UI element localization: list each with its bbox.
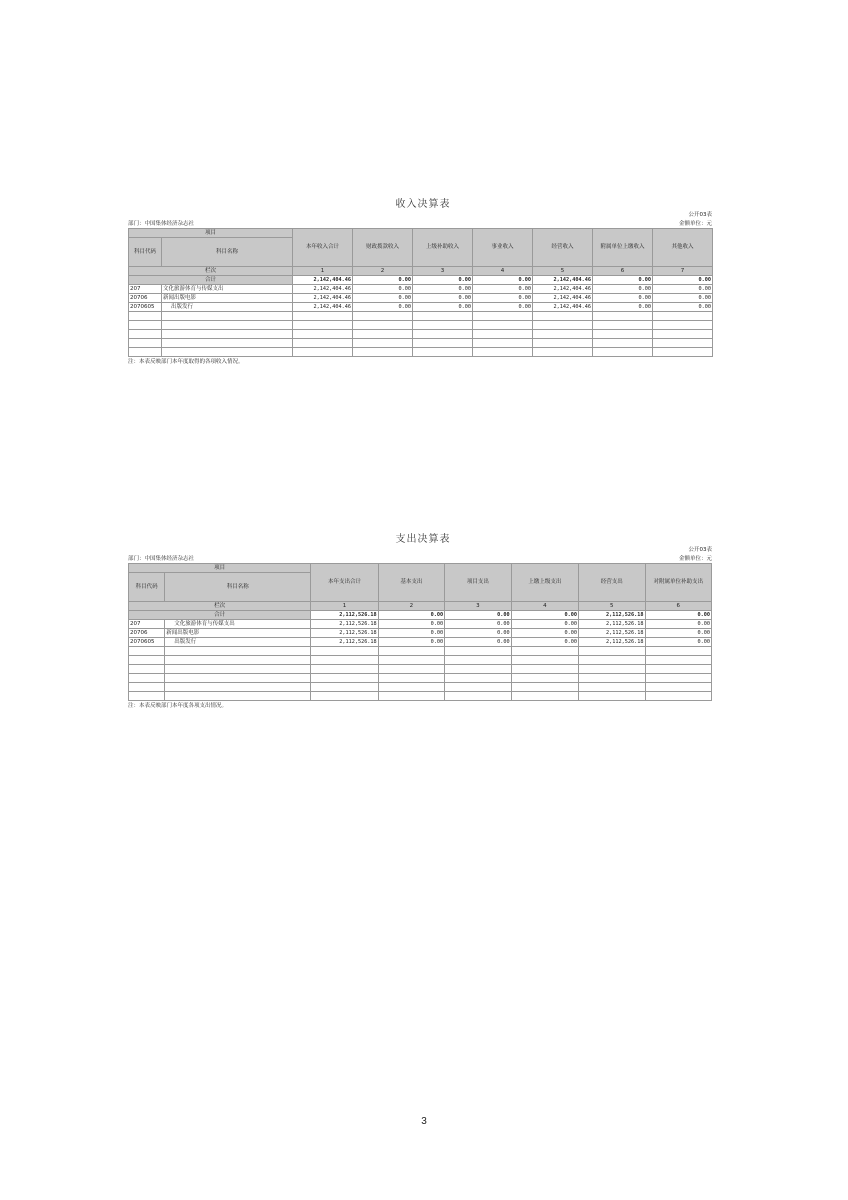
expense-total-label: 合计 bbox=[129, 611, 311, 620]
expense-column-header: 本年支出合计 bbox=[311, 564, 378, 602]
expense-column-header: 上缴上级支出 bbox=[511, 564, 578, 602]
income-total-cell: 0.00 bbox=[353, 276, 413, 285]
income-row-code: 2070605 bbox=[129, 303, 162, 312]
expense-project-header: 项目 bbox=[129, 564, 311, 573]
expense-empty-row bbox=[129, 674, 712, 683]
expense-column-header: 经营支出 bbox=[579, 564, 645, 602]
income-column-number-label: 栏次 bbox=[129, 267, 293, 276]
expense-empty-row bbox=[129, 656, 712, 665]
expense-row-cell: 0.00 bbox=[445, 620, 511, 629]
income-row-code: 20706 bbox=[129, 294, 162, 303]
income-table-row bbox=[129, 294, 713, 303]
income-amount-unit: 金额单位：元 bbox=[678, 221, 712, 227]
expense-column-header: 对附属单位补助支出 bbox=[645, 564, 712, 602]
expense-total-cell: 0.00 bbox=[511, 611, 578, 620]
expense-column-number: 5 bbox=[579, 602, 645, 611]
expense-title: 支出决算表 bbox=[395, 534, 451, 545]
income-column-header: 事业收入 bbox=[473, 229, 533, 267]
income-column-header: 上级补助收入 bbox=[413, 229, 473, 267]
expense-row-cell: 0.00 bbox=[645, 620, 712, 629]
income-column-number: 7 bbox=[653, 267, 713, 276]
income-empty-row bbox=[129, 321, 713, 330]
expense-table-row bbox=[129, 629, 712, 638]
expense-form-code: 公开03表 bbox=[688, 547, 712, 553]
income-row-cell: 0.00 bbox=[413, 294, 473, 303]
expense-name-header: 科目名称 bbox=[165, 573, 311, 602]
income-row-name: 文化旅游体育与传媒支出 bbox=[162, 285, 293, 294]
expense-code-header: 科目代码 bbox=[129, 573, 165, 602]
income-title: 收入决算表 bbox=[395, 199, 451, 210]
income-row-name: 新闻出版电影 bbox=[162, 294, 293, 303]
expense-column-number: 3 bbox=[445, 602, 511, 611]
expense-note: 注：本表反映部门本年度各项支出情况。 bbox=[128, 703, 228, 709]
income-column-number: 5 bbox=[533, 267, 593, 276]
expense-row-name: 新闻出版电影 bbox=[165, 629, 311, 638]
income-row-cell: 0.00 bbox=[593, 303, 653, 312]
expense-empty-row bbox=[129, 683, 712, 692]
income-total-cell: 2,142,404.46 bbox=[293, 276, 353, 285]
income-row-cell: 0.00 bbox=[473, 285, 533, 294]
expense-row-cell: 2,112,526.18 bbox=[311, 629, 378, 638]
income-row-cell: 0.00 bbox=[413, 285, 473, 294]
expense-department: 部门：中国集体经济杂志社 bbox=[128, 556, 195, 562]
expense-empty-row bbox=[129, 692, 712, 701]
income-row-cell: 0.00 bbox=[353, 285, 413, 294]
income-empty-row bbox=[129, 339, 713, 348]
expense-row-cell: 0.00 bbox=[645, 629, 712, 638]
income-column-number: 4 bbox=[473, 267, 533, 276]
income-empty-row bbox=[129, 312, 713, 321]
expense-total-row bbox=[129, 611, 712, 620]
expense-column-number: 4 bbox=[511, 602, 578, 611]
income-table-row bbox=[129, 285, 713, 294]
expense-row-cell: 0.00 bbox=[511, 620, 578, 629]
income-total-label: 合计 bbox=[129, 276, 293, 285]
income-row-name: 出版发行 bbox=[162, 303, 293, 312]
expense-row-name: 文化旅游体育与传媒支出 bbox=[165, 620, 311, 629]
expense-row-cell: 0.00 bbox=[378, 638, 444, 647]
expense-row-cell: 0.00 bbox=[445, 629, 511, 638]
income-row-cell: 0.00 bbox=[593, 285, 653, 294]
expense-total-cell: 0.00 bbox=[378, 611, 444, 620]
expense-column-header: 项目支出 bbox=[445, 564, 511, 602]
expense-total-cell: 0.00 bbox=[645, 611, 712, 620]
income-column-header: 其他收入 bbox=[653, 229, 713, 267]
expense-column-number: 2 bbox=[378, 602, 444, 611]
income-row-cell: 0.00 bbox=[653, 285, 713, 294]
income-column-number: 2 bbox=[353, 267, 413, 276]
expense-column-number-label: 栏次 bbox=[129, 602, 311, 611]
income-column-header: 附属单位上缴收入 bbox=[593, 229, 653, 267]
expense-row-cell: 0.00 bbox=[645, 638, 712, 647]
expense-empty-row bbox=[129, 665, 712, 674]
income-row-cell: 2,142,404.46 bbox=[293, 294, 353, 303]
expense-row-code: 207 bbox=[129, 620, 165, 629]
expense-table-row bbox=[129, 638, 712, 647]
income-row-cell: 0.00 bbox=[353, 303, 413, 312]
income-total-cell: 0.00 bbox=[413, 276, 473, 285]
income-column-header: 经营收入 bbox=[533, 229, 593, 267]
income-total-cell: 2,142,404.46 bbox=[533, 276, 593, 285]
expense-total-cell: 0.00 bbox=[445, 611, 511, 620]
expense-amount-unit: 金额单位：元 bbox=[678, 556, 712, 562]
expense-column-number: 1 bbox=[311, 602, 378, 611]
income-table-row bbox=[129, 303, 713, 312]
income-total-cell: 0.00 bbox=[593, 276, 653, 285]
income-row-cell: 0.00 bbox=[353, 294, 413, 303]
income-empty-row bbox=[129, 330, 713, 339]
expense-row-cell: 0.00 bbox=[511, 629, 578, 638]
income-row-cell: 2,142,404.46 bbox=[293, 303, 353, 312]
income-form-code: 公开03表 bbox=[688, 212, 712, 218]
expense-column-header: 基本支出 bbox=[378, 564, 444, 602]
income-column-number: 6 bbox=[593, 267, 653, 276]
income-total-cell: 0.00 bbox=[473, 276, 533, 285]
income-row-cell: 0.00 bbox=[593, 294, 653, 303]
income-table bbox=[128, 228, 713, 357]
income-project-header: 项目 bbox=[129, 229, 293, 238]
income-meta bbox=[128, 212, 718, 228]
expense-total-cell: 2,112,526.18 bbox=[311, 611, 378, 620]
income-column-number: 3 bbox=[413, 267, 473, 276]
expense-meta bbox=[128, 547, 718, 563]
expense-row-cell: 2,112,526.18 bbox=[311, 638, 378, 647]
income-row-cell: 2,142,404.46 bbox=[533, 285, 593, 294]
expense-row-cell: 0.00 bbox=[445, 638, 511, 647]
expense-row-code: 2070605 bbox=[129, 638, 165, 647]
expense-row-cell: 2,112,526.18 bbox=[579, 629, 645, 638]
income-row-cell: 0.00 bbox=[473, 303, 533, 312]
expense-row-cell: 0.00 bbox=[511, 638, 578, 647]
income-row-code: 207 bbox=[129, 285, 162, 294]
income-empty-row bbox=[129, 348, 713, 357]
expense-row-cell: 2,112,526.18 bbox=[579, 638, 645, 647]
income-row-cell: 0.00 bbox=[653, 294, 713, 303]
income-code-header: 科目代码 bbox=[129, 238, 162, 267]
income-column-header: 财政拨款收入 bbox=[353, 229, 413, 267]
income-row-cell: 0.00 bbox=[473, 294, 533, 303]
income-department: 部门：中国集体经济杂志社 bbox=[128, 221, 195, 227]
income-total-row bbox=[129, 276, 713, 285]
expense-empty-row bbox=[129, 647, 712, 656]
expense-table-row bbox=[129, 620, 712, 629]
income-row-cell: 0.00 bbox=[413, 303, 473, 312]
income-column-number: 1 bbox=[293, 267, 353, 276]
income-note: 注：本表反映部门本年度取得的各项收入情况。 bbox=[128, 359, 244, 365]
income-row-cell: 2,142,404.46 bbox=[533, 294, 593, 303]
income-row-cell: 2,142,404.46 bbox=[293, 285, 353, 294]
expense-row-cell: 0.00 bbox=[378, 629, 444, 638]
expense-row-cell: 0.00 bbox=[378, 620, 444, 629]
expense-row-cell: 2,112,526.18 bbox=[579, 620, 645, 629]
expense-row-cell: 2,112,526.18 bbox=[311, 620, 378, 629]
expense-table bbox=[128, 563, 712, 701]
income-name-header: 科目名称 bbox=[162, 238, 293, 267]
expense-row-code: 20706 bbox=[129, 629, 165, 638]
income-column-header: 本年收入合计 bbox=[293, 229, 353, 267]
income-row-cell: 0.00 bbox=[653, 303, 713, 312]
expense-total-cell: 2,112,526.18 bbox=[579, 611, 645, 620]
income-row-cell: 2,142,404.46 bbox=[533, 303, 593, 312]
income-total-cell: 0.00 bbox=[653, 276, 713, 285]
income-statement bbox=[128, 198, 718, 367]
expense-column-number: 6 bbox=[645, 602, 712, 611]
expense-statement bbox=[128, 533, 718, 711]
page-number: 3 bbox=[421, 1116, 427, 1127]
expense-row-name: 出版发行 bbox=[165, 638, 311, 647]
